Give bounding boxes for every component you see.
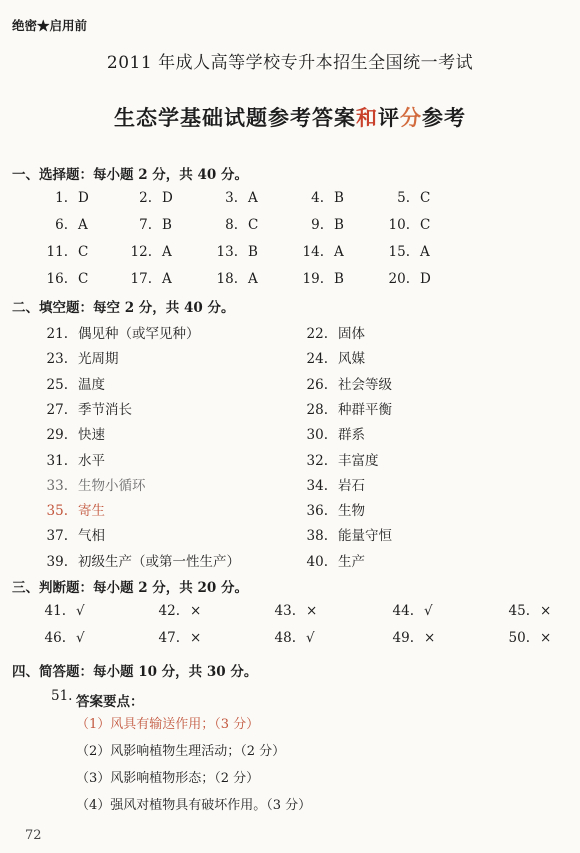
item-answer: D bbox=[420, 271, 431, 287]
answer-item bbox=[154, 630, 201, 646]
document-title bbox=[0, 102, 580, 132]
section-judge-title: 三、判断题：每小题 2 分，共 20 分。 bbox=[12, 580, 248, 596]
answer-item bbox=[300, 373, 392, 393]
answer-item bbox=[270, 630, 315, 646]
section-short-title: 四、简答题：每小题 10 分，共 30 分。 bbox=[12, 664, 258, 680]
item-number: 31. bbox=[46, 452, 68, 469]
question-51-number: 51. bbox=[51, 688, 73, 704]
item-answer: 丰富度 bbox=[338, 452, 379, 469]
item-answer: 生物 bbox=[338, 503, 365, 520]
answer-item bbox=[300, 322, 365, 342]
answer-item bbox=[504, 630, 551, 646]
item-answer: D bbox=[78, 190, 89, 206]
item-answer: B bbox=[334, 217, 344, 233]
item-number: 23. bbox=[46, 351, 68, 368]
item-number: 2. bbox=[139, 190, 152, 206]
answer-item bbox=[40, 550, 240, 570]
item-number: 15. bbox=[388, 244, 410, 260]
item-answer: C bbox=[248, 217, 259, 233]
item-number: 6. bbox=[55, 217, 68, 233]
item-number: 50. bbox=[508, 630, 530, 646]
item-answer: C bbox=[78, 271, 89, 287]
answer-item bbox=[128, 190, 173, 206]
answer-item bbox=[44, 244, 88, 260]
document-title-suffix: 参考 bbox=[422, 105, 466, 130]
answer-item bbox=[40, 603, 85, 619]
item-number: 36. bbox=[306, 503, 328, 520]
item-answer: √ bbox=[76, 603, 85, 619]
answer-item bbox=[214, 217, 258, 233]
answer-item bbox=[300, 499, 365, 519]
item-number: 38. bbox=[306, 528, 328, 545]
answer-item bbox=[40, 423, 105, 443]
item-number: 49. bbox=[392, 630, 414, 646]
answer-item bbox=[40, 499, 105, 519]
item-number: 27. bbox=[46, 401, 68, 418]
item-answer: √ bbox=[76, 630, 85, 646]
item-number: 8. bbox=[225, 217, 238, 233]
item-number: 41. bbox=[44, 603, 66, 619]
answer-item bbox=[386, 271, 431, 287]
answer-item bbox=[300, 190, 344, 206]
answer-item bbox=[154, 603, 201, 619]
answer-item bbox=[270, 603, 317, 619]
item-number: 7. bbox=[139, 217, 152, 233]
item-answer: A bbox=[162, 271, 172, 287]
answer-item bbox=[300, 423, 365, 443]
answer-item bbox=[128, 244, 172, 260]
item-answer: 群系 bbox=[338, 427, 365, 444]
item-number: 19. bbox=[302, 271, 324, 287]
exam-title: 2011 年成人高等学校专升本招生全国统一考试 bbox=[106, 53, 474, 73]
answer-item bbox=[128, 217, 172, 233]
item-number: 46. bbox=[44, 630, 66, 646]
answer-item bbox=[40, 474, 146, 494]
item-answer: 初级生产（或第一性生产） bbox=[78, 553, 240, 570]
item-number: 29. bbox=[46, 427, 68, 444]
answer-item bbox=[40, 524, 105, 544]
item-number: 12. bbox=[130, 244, 152, 260]
answer-item bbox=[386, 244, 430, 260]
item-answer: B bbox=[162, 217, 172, 233]
answer-item bbox=[214, 190, 258, 206]
item-answer: 固体 bbox=[338, 326, 365, 342]
answer-item bbox=[300, 347, 365, 367]
item-number: 43. bbox=[274, 603, 296, 619]
item-answer: √ bbox=[306, 630, 315, 646]
item-number: 33. bbox=[46, 477, 68, 494]
answer-item bbox=[40, 449, 105, 469]
answer-item bbox=[300, 474, 365, 494]
answer-item bbox=[44, 217, 88, 233]
item-answer: 生产 bbox=[338, 553, 365, 570]
item-answer: × bbox=[190, 630, 202, 646]
item-number: 5. bbox=[397, 190, 410, 206]
answer-item bbox=[300, 271, 344, 287]
item-number: 20. bbox=[388, 271, 410, 287]
item-answer: 气相 bbox=[78, 528, 105, 545]
item-answer: B bbox=[334, 190, 344, 206]
answer-item bbox=[214, 244, 258, 260]
item-answer: × bbox=[424, 630, 436, 646]
answer-key-heading: 答案要点： bbox=[76, 694, 144, 710]
item-answer: C bbox=[420, 217, 431, 233]
answer-point: （3）风影响植物形态；（2 分） bbox=[76, 771, 260, 786]
answer-item bbox=[40, 347, 119, 367]
item-number: 14. bbox=[302, 244, 324, 260]
item-answer: A bbox=[420, 244, 430, 260]
item-answer: 岩石 bbox=[338, 477, 365, 494]
item-answer: 能量守恒 bbox=[338, 528, 392, 545]
answer-item bbox=[44, 271, 88, 287]
item-number: 4. bbox=[311, 190, 324, 206]
item-number: 45. bbox=[508, 603, 530, 619]
document-title-ping: 评 bbox=[378, 105, 400, 130]
item-number: 16. bbox=[46, 271, 68, 287]
item-answer: 温度 bbox=[78, 376, 105, 393]
item-answer: 社会等级 bbox=[338, 376, 392, 393]
item-answer: × bbox=[540, 630, 552, 646]
item-answer: 风媒 bbox=[338, 351, 365, 368]
item-answer: A bbox=[78, 217, 88, 233]
item-number: 40. bbox=[306, 553, 328, 570]
item-answer: B bbox=[334, 271, 344, 287]
item-answer: 水平 bbox=[78, 452, 105, 469]
item-number: 32. bbox=[306, 452, 328, 469]
item-answer: D bbox=[162, 190, 173, 206]
answer-item bbox=[40, 398, 132, 418]
item-answer: 种群平衡 bbox=[338, 401, 392, 418]
item-answer: A bbox=[248, 271, 258, 287]
item-number: 13. bbox=[216, 244, 238, 260]
item-number: 11. bbox=[46, 244, 68, 260]
answer-item bbox=[300, 550, 365, 570]
answer-point: （2）风影响植物生理活动；（2 分） bbox=[76, 744, 286, 759]
item-number: 30. bbox=[306, 427, 328, 444]
document-title-fen: 分 bbox=[400, 105, 422, 130]
item-number: 37. bbox=[46, 528, 68, 545]
item-number: 3. bbox=[225, 190, 238, 206]
item-number: 24. bbox=[306, 351, 328, 368]
answer-point: （4）强风对植物具有破坏作用。（3 分） bbox=[76, 798, 312, 813]
item-answer: 光周期 bbox=[78, 351, 119, 368]
answer-item bbox=[44, 190, 89, 206]
item-answer: √ bbox=[424, 603, 433, 619]
item-number: 44. bbox=[392, 603, 414, 619]
answer-item bbox=[300, 449, 379, 469]
item-number: 10. bbox=[388, 217, 410, 233]
item-answer: B bbox=[248, 244, 258, 260]
answer-item bbox=[40, 373, 105, 393]
answer-item bbox=[40, 322, 200, 342]
item-answer: 季节消长 bbox=[78, 401, 132, 418]
item-number: 9. bbox=[311, 217, 324, 233]
answer-item bbox=[300, 398, 392, 418]
item-number: 35. bbox=[46, 503, 68, 520]
item-answer: 寄生 bbox=[78, 503, 105, 520]
item-answer: A bbox=[162, 244, 172, 260]
item-answer: A bbox=[334, 244, 344, 260]
item-number: 18. bbox=[216, 271, 238, 287]
item-number: 28. bbox=[306, 401, 328, 418]
answer-item bbox=[504, 603, 551, 619]
document-title-prefix: 生态学基础试题参考答案 bbox=[114, 105, 356, 130]
item-number: 26. bbox=[306, 376, 328, 393]
item-answer: 偶见种（或罕见种） bbox=[78, 326, 200, 342]
item-answer: 生物小循环 bbox=[78, 477, 146, 494]
answer-item bbox=[300, 524, 392, 544]
item-number: 22. bbox=[306, 326, 328, 342]
answer-item bbox=[40, 630, 85, 646]
item-answer: × bbox=[540, 603, 552, 619]
item-answer: × bbox=[306, 603, 318, 619]
item-number: 39. bbox=[46, 553, 68, 570]
item-number: 47. bbox=[158, 630, 180, 646]
answer-item bbox=[388, 603, 433, 619]
section-fill-title: 二、填空题：每空 2 分，共 40 分。 bbox=[12, 300, 235, 316]
item-number: 25. bbox=[46, 376, 68, 393]
answer-item bbox=[388, 630, 435, 646]
item-answer: A bbox=[248, 190, 258, 206]
item-number: 42. bbox=[158, 603, 180, 619]
item-number: 17. bbox=[130, 271, 152, 287]
section-choice-title: 一、选择题：每小题 2 分，共 40 分。 bbox=[12, 167, 248, 183]
answer-item bbox=[386, 217, 430, 233]
answer-item bbox=[128, 271, 172, 287]
answer-item bbox=[300, 217, 344, 233]
item-number: 48. bbox=[274, 630, 296, 646]
item-answer: × bbox=[190, 603, 202, 619]
item-number: 21. bbox=[46, 326, 68, 342]
answer-item bbox=[300, 244, 344, 260]
item-number: 1. bbox=[55, 190, 68, 206]
page-number: 72 bbox=[25, 828, 42, 843]
item-number: 34. bbox=[306, 477, 328, 494]
item-answer: 快速 bbox=[78, 427, 105, 444]
answer-point: （1）风具有输送作用；（3 分） bbox=[76, 717, 260, 732]
answer-item bbox=[214, 271, 258, 287]
document-title-he: 和 bbox=[356, 105, 378, 130]
answer-item bbox=[386, 190, 430, 206]
item-answer: C bbox=[78, 244, 89, 260]
item-answer: C bbox=[420, 190, 431, 206]
confidential-label: 绝密★启用前 bbox=[12, 18, 88, 33]
